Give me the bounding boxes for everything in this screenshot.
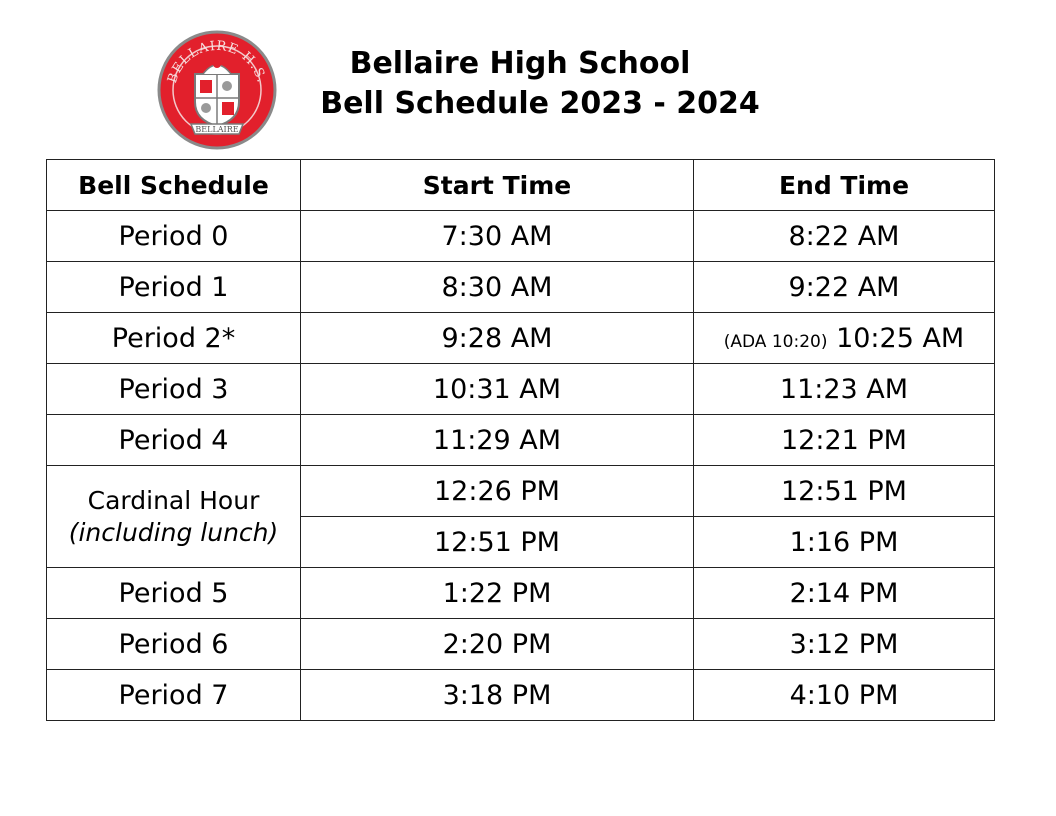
school-seal-logo	[157, 30, 277, 150]
table-header-row	[47, 160, 995, 211]
table-row	[47, 670, 995, 721]
period-name: Period 7	[47, 670, 301, 721]
period-name: Period 1	[47, 262, 301, 313]
start-time: 11:29 AM	[301, 415, 694, 466]
bell-schedule-table	[46, 159, 995, 721]
table-row	[47, 619, 995, 670]
period-name-cardinal-hour	[47, 466, 301, 568]
table-row	[47, 262, 995, 313]
table-row	[47, 364, 995, 415]
start-time: 10:31 AM	[301, 364, 694, 415]
start-time: 3:18 PM	[301, 670, 694, 721]
period-name: Period 6	[47, 619, 301, 670]
header-start-time: Start Time	[301, 160, 694, 211]
cardinal-hour-label: Cardinal Hour	[87, 485, 260, 515]
table-row	[47, 211, 995, 262]
end-time: 2:14 PM	[694, 568, 995, 619]
end-time: 10:25 AM	[836, 322, 965, 354]
header-period: Bell Schedule	[47, 160, 301, 211]
end-time-cell	[694, 313, 995, 364]
period-name: Period 2*	[47, 313, 301, 364]
ada-note: (ADA 10:20)	[723, 331, 828, 352]
end-time: 12:51 PM	[694, 466, 995, 517]
end-time: 8:22 AM	[694, 211, 995, 262]
period-name: Period 5	[47, 568, 301, 619]
page-title	[300, 44, 780, 124]
start-time: 12:51 PM	[301, 517, 694, 568]
start-time: 7:30 AM	[301, 211, 694, 262]
period-name: Period 4	[47, 415, 301, 466]
table-row	[47, 568, 995, 619]
schedule-title: Bell Schedule 2023 - 2024	[320, 86, 760, 121]
end-time: 4:10 PM	[694, 670, 995, 721]
header-end-time: End Time	[694, 160, 995, 211]
end-time: 11:23 AM	[694, 364, 995, 415]
end-time: 12:21 PM	[694, 415, 995, 466]
start-time: 12:26 PM	[301, 466, 694, 517]
school-name: Bellaire High School	[349, 46, 691, 81]
start-time: 9:28 AM	[301, 313, 694, 364]
table-row	[47, 313, 995, 364]
table-row	[47, 466, 995, 517]
svg-text:BELLAIRE H.S.: BELLAIRE H.S.	[165, 38, 269, 86]
start-time: 1:22 PM	[301, 568, 694, 619]
start-time: 2:20 PM	[301, 619, 694, 670]
svg-text:BELLAIRE: BELLAIRE	[195, 125, 239, 134]
cardinal-hour-sublabel: (including lunch)	[68, 517, 279, 547]
period-name: Period 0	[47, 211, 301, 262]
end-time: 9:22 AM	[694, 262, 995, 313]
start-time: 8:30 AM	[301, 262, 694, 313]
end-time: 1:16 PM	[694, 517, 995, 568]
table-row	[47, 415, 995, 466]
end-time: 3:12 PM	[694, 619, 995, 670]
period-name: Period 3	[47, 364, 301, 415]
